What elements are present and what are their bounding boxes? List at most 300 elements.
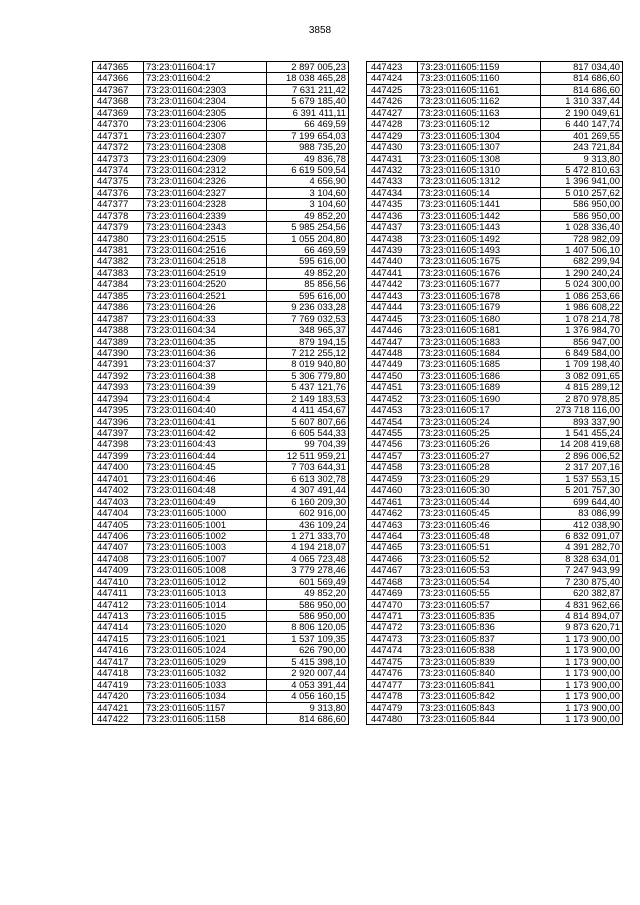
parcel-id-cell: 447395 bbox=[93, 405, 144, 416]
table-row bbox=[93, 347, 349, 358]
table-row bbox=[367, 302, 623, 313]
cadastral-number-cell: 73:23:011605:28 bbox=[418, 462, 541, 473]
amount-cell: 243 721,84 bbox=[541, 142, 623, 153]
table-row bbox=[367, 416, 623, 427]
cadastral-number-cell: 73:23:011604:2519 bbox=[144, 267, 267, 278]
amount-cell: 348 965,37 bbox=[267, 325, 349, 336]
amount-cell: 1 028 336,40 bbox=[541, 222, 623, 233]
parcel-id-cell: 447470 bbox=[367, 599, 418, 610]
amount-cell: 4 815 289,12 bbox=[541, 382, 623, 393]
cadastral-number-cell: 73:23:011605:1675 bbox=[418, 256, 541, 267]
table-row bbox=[93, 485, 349, 496]
cadastral-number-cell: 73:23:011604:38 bbox=[144, 370, 267, 381]
parcel-id-cell: 447443 bbox=[367, 290, 418, 301]
cadastral-number-cell: 73:23:011604:33 bbox=[144, 313, 267, 324]
table-row bbox=[93, 508, 349, 519]
table-row bbox=[367, 267, 623, 278]
cadastral-number-cell: 73:23:011605:1679 bbox=[418, 302, 541, 313]
amount-cell: 5 437 121,76 bbox=[267, 382, 349, 393]
amount-cell: 1 537 109,35 bbox=[267, 633, 349, 644]
table-row bbox=[367, 130, 623, 141]
table-row bbox=[93, 656, 349, 667]
cadastral-number-cell: 73:23:011605:1163 bbox=[418, 107, 541, 118]
amount-cell: 595 616,00 bbox=[267, 290, 349, 301]
parcel-id-cell: 447420 bbox=[93, 691, 144, 702]
table-row bbox=[367, 290, 623, 301]
table-row bbox=[93, 622, 349, 633]
parcel-id-cell: 447430 bbox=[367, 142, 418, 153]
amount-cell: 814 686,60 bbox=[267, 713, 349, 724]
parcel-id-cell: 447450 bbox=[367, 370, 418, 381]
cadastral-number-cell: 73:23:011605:14 bbox=[418, 187, 541, 198]
table-row bbox=[93, 530, 349, 541]
parcel-id-cell: 447474 bbox=[367, 645, 418, 656]
cadastral-number-cell: 73:23:011604:2343 bbox=[144, 222, 267, 233]
cadastral-number-cell: 73:23:011604:2309 bbox=[144, 153, 267, 164]
amount-cell: 49 852,20 bbox=[267, 588, 349, 599]
parcel-id-cell: 447426 bbox=[367, 96, 418, 107]
amount-cell: 6 619 509,54 bbox=[267, 164, 349, 175]
amount-cell: 6 391 411,11 bbox=[267, 107, 349, 118]
cadastral-number-cell: 73:23:011605:1013 bbox=[144, 588, 267, 599]
parcel-id-cell: 447378 bbox=[93, 210, 144, 221]
table-row bbox=[93, 645, 349, 656]
table-row bbox=[93, 405, 349, 416]
parcel-id-cell: 447394 bbox=[93, 393, 144, 404]
cadastral-number-cell: 73:23:011604:2515 bbox=[144, 233, 267, 244]
cadastral-number-cell: 73:23:011605:1689 bbox=[418, 382, 541, 393]
parcel-id-cell: 447417 bbox=[93, 656, 144, 667]
cadastral-number-cell: 73:23:011605:46 bbox=[418, 519, 541, 530]
amount-cell: 3 104,60 bbox=[267, 199, 349, 210]
parcel-id-cell: 447467 bbox=[367, 565, 418, 576]
parcel-id-cell: 447432 bbox=[367, 164, 418, 175]
cadastral-number-cell: 73:23:011605:1029 bbox=[144, 656, 267, 667]
amount-cell: 5 201 757,30 bbox=[541, 485, 623, 496]
cadastral-number-cell: 73:23:011605:53 bbox=[418, 565, 541, 576]
cadastral-number-cell: 73:23:011605:837 bbox=[418, 633, 541, 644]
table-row bbox=[367, 633, 623, 644]
table-row bbox=[367, 508, 623, 519]
amount-cell: 7 230 875,40 bbox=[541, 576, 623, 587]
cadastral-number-cell: 73:23:011605:1157 bbox=[144, 702, 267, 713]
parcel-id-cell: 447392 bbox=[93, 370, 144, 381]
cadastral-number-cell: 73:23:011604:2304 bbox=[144, 96, 267, 107]
table-row bbox=[93, 359, 349, 370]
amount-cell: 1 173 900,00 bbox=[541, 702, 623, 713]
table-row bbox=[93, 245, 349, 256]
parcel-id-cell: 447429 bbox=[367, 130, 418, 141]
parcel-id-cell: 447452 bbox=[367, 393, 418, 404]
table-row bbox=[93, 302, 349, 313]
amount-cell: 2 317 207,16 bbox=[541, 462, 623, 473]
cadastral-number-cell: 73:23:011605:1032 bbox=[144, 668, 267, 679]
amount-cell: 66 469,59 bbox=[267, 245, 349, 256]
cadastral-number-cell: 73:23:011605:1677 bbox=[418, 279, 541, 290]
parcel-id-cell: 447398 bbox=[93, 439, 144, 450]
amount-cell: 1 310 337,44 bbox=[541, 96, 623, 107]
table-row bbox=[93, 233, 349, 244]
amount-cell: 3 779 278,46 bbox=[267, 565, 349, 576]
table-row bbox=[93, 187, 349, 198]
cadastral-number-cell: 73:23:011604:2305 bbox=[144, 107, 267, 118]
amount-cell: 49 852,20 bbox=[267, 210, 349, 221]
amount-cell: 4 065 723,48 bbox=[267, 553, 349, 564]
parcel-id-cell: 447384 bbox=[93, 279, 144, 290]
cadastral-number-cell: 73:23:011605:1002 bbox=[144, 530, 267, 541]
table-row bbox=[367, 679, 623, 690]
table-row bbox=[93, 462, 349, 473]
parcel-id-cell: 447464 bbox=[367, 530, 418, 541]
cadastral-number-cell: 73:23:011604:2516 bbox=[144, 245, 267, 256]
amount-cell: 4 194 218,07 bbox=[267, 542, 349, 553]
parcel-id-cell: 447401 bbox=[93, 473, 144, 484]
amount-cell: 1 173 900,00 bbox=[541, 668, 623, 679]
cadastral-number-cell: 73:23:011605:1307 bbox=[418, 142, 541, 153]
register-table-right-body bbox=[367, 62, 623, 725]
parcel-id-cell: 447473 bbox=[367, 633, 418, 644]
cadastral-number-cell: 73:23:011604:2308 bbox=[144, 142, 267, 153]
parcel-id-cell: 447366 bbox=[93, 73, 144, 84]
parcel-id-cell: 447437 bbox=[367, 222, 418, 233]
amount-cell: 85 856,56 bbox=[267, 279, 349, 290]
parcel-id-cell: 447374 bbox=[93, 164, 144, 175]
parcel-id-cell: 447463 bbox=[367, 519, 418, 530]
table-row bbox=[93, 519, 349, 530]
page-number: 3858 bbox=[308, 25, 332, 36]
amount-cell: 1 986 608,22 bbox=[541, 302, 623, 313]
amount-cell: 586 950,00 bbox=[541, 199, 623, 210]
cadastral-number-cell: 73:23:011604:37 bbox=[144, 359, 267, 370]
amount-cell: 1 537 553,15 bbox=[541, 473, 623, 484]
amount-cell: 1 173 900,00 bbox=[541, 633, 623, 644]
parcel-id-cell: 447388 bbox=[93, 325, 144, 336]
parcel-id-cell: 447405 bbox=[93, 519, 144, 530]
amount-cell: 12 511 959,21 bbox=[267, 450, 349, 461]
cadastral-number-cell: 73:23:011605:1000 bbox=[144, 508, 267, 519]
table-row bbox=[367, 713, 623, 724]
parcel-id-cell: 447451 bbox=[367, 382, 418, 393]
parcel-id-cell: 447475 bbox=[367, 656, 418, 667]
amount-cell: 4 411 454,67 bbox=[267, 405, 349, 416]
parcel-id-cell: 447365 bbox=[93, 62, 144, 73]
cadastral-number-cell: 73:23:011605:1493 bbox=[418, 245, 541, 256]
amount-cell: 436 109,24 bbox=[267, 519, 349, 530]
table-row bbox=[93, 439, 349, 450]
cadastral-number-cell: 73:23:011604:4 bbox=[144, 393, 267, 404]
cadastral-number-cell: 73:23:011604:2521 bbox=[144, 290, 267, 301]
table-row bbox=[367, 519, 623, 530]
table-row bbox=[367, 473, 623, 484]
table-row bbox=[93, 496, 349, 507]
table-row bbox=[367, 279, 623, 290]
table-row bbox=[93, 702, 349, 713]
parcel-id-cell: 447379 bbox=[93, 222, 144, 233]
cadastral-number-cell: 73:23:011604:17 bbox=[144, 62, 267, 73]
parcel-id-cell: 447400 bbox=[93, 462, 144, 473]
parcel-id-cell: 447428 bbox=[367, 119, 418, 130]
amount-cell: 3 082 091,65 bbox=[541, 370, 623, 381]
cadastral-number-cell: 73:23:011605:1001 bbox=[144, 519, 267, 530]
amount-cell: 602 916,00 bbox=[267, 508, 349, 519]
cadastral-number-cell: 73:23:011604:35 bbox=[144, 336, 267, 347]
amount-cell: 9 313,80 bbox=[541, 153, 623, 164]
table-row bbox=[93, 565, 349, 576]
amount-cell: 699 644,40 bbox=[541, 496, 623, 507]
cadastral-number-cell: 73:23:011605:12 bbox=[418, 119, 541, 130]
parcel-id-cell: 447369 bbox=[93, 107, 144, 118]
table-row bbox=[367, 496, 623, 507]
amount-cell: 9 236 033,28 bbox=[267, 302, 349, 313]
table-row bbox=[367, 599, 623, 610]
parcel-id-cell: 447453 bbox=[367, 405, 418, 416]
table-row bbox=[367, 565, 623, 576]
table-row bbox=[367, 256, 623, 267]
amount-cell: 9 873 620,71 bbox=[541, 622, 623, 633]
cadastral-number-cell: 73:23:011605:17 bbox=[418, 405, 541, 416]
parcel-id-cell: 447402 bbox=[93, 485, 144, 496]
cadastral-number-cell: 73:23:011605:1492 bbox=[418, 233, 541, 244]
amount-cell: 2 190 049,61 bbox=[541, 107, 623, 118]
parcel-id-cell: 447408 bbox=[93, 553, 144, 564]
cadastral-number-cell: 73:23:011604:2326 bbox=[144, 176, 267, 187]
amount-cell: 49 852,20 bbox=[267, 267, 349, 278]
cadastral-number-cell: 73:23:011604:2339 bbox=[144, 210, 267, 221]
table-row bbox=[367, 84, 623, 95]
amount-cell: 5 472 810,63 bbox=[541, 164, 623, 175]
parcel-id-cell: 447413 bbox=[93, 611, 144, 622]
cadastral-number-cell: 73:23:011605:1676 bbox=[418, 267, 541, 278]
cadastral-number-cell: 73:23:011604:26 bbox=[144, 302, 267, 313]
table-row bbox=[93, 256, 349, 267]
amount-cell: 273 718 116,00 bbox=[541, 405, 623, 416]
register-table-right bbox=[366, 61, 623, 725]
cadastral-number-cell: 73:23:011605:27 bbox=[418, 450, 541, 461]
table-row bbox=[93, 450, 349, 461]
parcel-id-cell: 447411 bbox=[93, 588, 144, 599]
table-row bbox=[367, 142, 623, 153]
parcel-id-cell: 447441 bbox=[367, 267, 418, 278]
amount-cell: 1 541 455,24 bbox=[541, 428, 623, 439]
amount-cell: 893 337,90 bbox=[541, 416, 623, 427]
amount-cell: 4 814 894,07 bbox=[541, 611, 623, 622]
cadastral-number-cell: 73:23:011604:46 bbox=[144, 473, 267, 484]
table-row bbox=[93, 542, 349, 553]
parcel-id-cell: 447382 bbox=[93, 256, 144, 267]
cadastral-number-cell: 73:23:011605:1678 bbox=[418, 290, 541, 301]
parcel-id-cell: 447407 bbox=[93, 542, 144, 553]
parcel-id-cell: 447373 bbox=[93, 153, 144, 164]
table-row bbox=[367, 542, 623, 553]
parcel-id-cell: 447419 bbox=[93, 679, 144, 690]
table-row bbox=[367, 553, 623, 564]
table-row bbox=[367, 73, 623, 84]
cadastral-number-cell: 73:23:011605:1161 bbox=[418, 84, 541, 95]
parcel-id-cell: 447449 bbox=[367, 359, 418, 370]
table-row bbox=[367, 645, 623, 656]
parcel-id-cell: 447458 bbox=[367, 462, 418, 473]
amount-cell: 5 985 254,56 bbox=[267, 222, 349, 233]
parcel-id-cell: 447477 bbox=[367, 679, 418, 690]
amount-cell: 586 950,00 bbox=[267, 611, 349, 622]
cadastral-number-cell: 73:23:011604:2306 bbox=[144, 119, 267, 130]
cadastral-number-cell: 73:23:011604:41 bbox=[144, 416, 267, 427]
amount-cell: 7 769 032,53 bbox=[267, 313, 349, 324]
cadastral-number-cell: 73:23:011605:844 bbox=[418, 713, 541, 724]
parcel-id-cell: 447412 bbox=[93, 599, 144, 610]
parcel-id-cell: 447446 bbox=[367, 325, 418, 336]
table-row bbox=[93, 164, 349, 175]
table-row bbox=[367, 370, 623, 381]
cadastral-number-cell: 73:23:011604:2328 bbox=[144, 199, 267, 210]
parcel-id-cell: 447462 bbox=[367, 508, 418, 519]
parcel-id-cell: 447421 bbox=[93, 702, 144, 713]
cadastral-number-cell: 73:23:011605:1007 bbox=[144, 553, 267, 564]
amount-cell: 5 306 779,80 bbox=[267, 370, 349, 381]
amount-cell: 5 024 300,00 bbox=[541, 279, 623, 290]
table-row bbox=[367, 622, 623, 633]
parcel-id-cell: 447375 bbox=[93, 176, 144, 187]
table-row bbox=[93, 119, 349, 130]
cadastral-number-cell: 73:23:011605:55 bbox=[418, 588, 541, 599]
amount-cell: 586 950,00 bbox=[541, 210, 623, 221]
cadastral-number-cell: 73:23:011605:1014 bbox=[144, 599, 267, 610]
amount-cell: 99 704,39 bbox=[267, 439, 349, 450]
amount-cell: 595 616,00 bbox=[267, 256, 349, 267]
cadastral-number-cell: 73:23:011604:44 bbox=[144, 450, 267, 461]
cadastral-number-cell: 73:23:011605:1020 bbox=[144, 622, 267, 633]
table-row bbox=[93, 370, 349, 381]
amount-cell: 6 160 209,30 bbox=[267, 496, 349, 507]
cadastral-number-cell: 73:23:011604:2 bbox=[144, 73, 267, 84]
table-row bbox=[93, 416, 349, 427]
amount-cell: 2 870 978,85 bbox=[541, 393, 623, 404]
cadastral-number-cell: 73:23:011605:1159 bbox=[418, 62, 541, 73]
parcel-id-cell: 447435 bbox=[367, 199, 418, 210]
table-row bbox=[93, 62, 349, 73]
parcel-id-cell: 447448 bbox=[367, 347, 418, 358]
parcel-id-cell: 447472 bbox=[367, 622, 418, 633]
amount-cell: 6 849 584,00 bbox=[541, 347, 623, 358]
amount-cell: 5 607 807,66 bbox=[267, 416, 349, 427]
amount-cell: 18 038 465,28 bbox=[267, 73, 349, 84]
table-row bbox=[367, 382, 623, 393]
cadastral-number-cell: 73:23:011604:2312 bbox=[144, 164, 267, 175]
parcel-id-cell: 447396 bbox=[93, 416, 144, 427]
table-row bbox=[93, 679, 349, 690]
parcel-id-cell: 447480 bbox=[367, 713, 418, 724]
parcel-id-cell: 447418 bbox=[93, 668, 144, 679]
amount-cell: 7 631 211,42 bbox=[267, 84, 349, 95]
cadastral-number-cell: 73:23:011605:842 bbox=[418, 691, 541, 702]
parcel-id-cell: 447439 bbox=[367, 245, 418, 256]
amount-cell: 988 735,20 bbox=[267, 142, 349, 153]
table-row bbox=[367, 668, 623, 679]
amount-cell: 7 212 255,12 bbox=[267, 347, 349, 358]
cadastral-number-cell: 73:23:011605:1033 bbox=[144, 679, 267, 690]
amount-cell: 728 982,09 bbox=[541, 233, 623, 244]
parcel-id-cell: 447434 bbox=[367, 187, 418, 198]
amount-cell: 2 896 006,52 bbox=[541, 450, 623, 461]
parcel-id-cell: 447431 bbox=[367, 153, 418, 164]
cadastral-number-cell: 73:23:011605:835 bbox=[418, 611, 541, 622]
amount-cell: 1 396 941,00 bbox=[541, 176, 623, 187]
parcel-id-cell: 447436 bbox=[367, 210, 418, 221]
amount-cell: 1 055 204,80 bbox=[267, 233, 349, 244]
amount-cell: 2 897 005,23 bbox=[267, 62, 349, 73]
parcel-id-cell: 447457 bbox=[367, 450, 418, 461]
cadastral-number-cell: 73:23:011604:42 bbox=[144, 428, 267, 439]
cadastral-number-cell: 73:23:011604:45 bbox=[144, 462, 267, 473]
parcel-id-cell: 447447 bbox=[367, 336, 418, 347]
parcel-id-cell: 447460 bbox=[367, 485, 418, 496]
cadastral-number-cell: 73:23:011605:1442 bbox=[418, 210, 541, 221]
parcel-id-cell: 447371 bbox=[93, 130, 144, 141]
amount-cell: 601 569,49 bbox=[267, 576, 349, 587]
cadastral-number-cell: 73:23:011605:45 bbox=[418, 508, 541, 519]
table-row bbox=[367, 164, 623, 175]
amount-cell: 6 605 544,33 bbox=[267, 428, 349, 439]
amount-cell: 1 173 900,00 bbox=[541, 645, 623, 656]
amount-cell: 5 679 185,40 bbox=[267, 96, 349, 107]
table-row bbox=[367, 107, 623, 118]
cadastral-number-cell: 73:23:011605:1024 bbox=[144, 645, 267, 656]
cadastral-number-cell: 73:23:011605:840 bbox=[418, 668, 541, 679]
cadastral-number-cell: 73:23:011605:1162 bbox=[418, 96, 541, 107]
cadastral-number-cell: 73:23:011604:48 bbox=[144, 485, 267, 496]
parcel-id-cell: 447393 bbox=[93, 382, 144, 393]
amount-cell: 4 656,90 bbox=[267, 176, 349, 187]
parcel-id-cell: 447440 bbox=[367, 256, 418, 267]
amount-cell: 1 290 240,24 bbox=[541, 267, 623, 278]
table-row bbox=[93, 691, 349, 702]
cadastral-number-cell: 73:23:011605:1684 bbox=[418, 347, 541, 358]
amount-cell: 1 709 198,40 bbox=[541, 359, 623, 370]
amount-cell: 879 194,15 bbox=[267, 336, 349, 347]
amount-cell: 9 313,80 bbox=[267, 702, 349, 713]
cadastral-number-cell: 73:23:011605:1034 bbox=[144, 691, 267, 702]
table-row bbox=[93, 199, 349, 210]
table-row bbox=[93, 393, 349, 404]
cadastral-number-cell: 73:23:011605:25 bbox=[418, 428, 541, 439]
table-row bbox=[367, 428, 623, 439]
cadastral-number-cell: 73:23:011605:48 bbox=[418, 530, 541, 541]
table-row bbox=[367, 222, 623, 233]
amount-cell: 66 469,59 bbox=[267, 119, 349, 130]
cadastral-number-cell: 73:23:011605:30 bbox=[418, 485, 541, 496]
cadastral-number-cell: 73:23:011604:43 bbox=[144, 439, 267, 450]
parcel-id-cell: 447476 bbox=[367, 668, 418, 679]
cadastral-number-cell: 73:23:011605:1680 bbox=[418, 313, 541, 324]
cadastral-number-cell: 73:23:011605:1312 bbox=[418, 176, 541, 187]
cadastral-number-cell: 73:23:011604:36 bbox=[144, 347, 267, 358]
parcel-id-cell: 447427 bbox=[367, 107, 418, 118]
parcel-id-cell: 447410 bbox=[93, 576, 144, 587]
cadastral-number-cell: 73:23:011605:1310 bbox=[418, 164, 541, 175]
table-row bbox=[93, 96, 349, 107]
table-row bbox=[367, 691, 623, 702]
amount-cell: 814 686,60 bbox=[541, 84, 623, 95]
amount-cell: 1 078 214,78 bbox=[541, 313, 623, 324]
amount-cell: 5 415 398,10 bbox=[267, 656, 349, 667]
amount-cell: 586 950,00 bbox=[267, 599, 349, 610]
parcel-id-cell: 447415 bbox=[93, 633, 144, 644]
amount-cell: 401 269,55 bbox=[541, 130, 623, 141]
table-row bbox=[367, 485, 623, 496]
parcel-id-cell: 447454 bbox=[367, 416, 418, 427]
cadastral-number-cell: 73:23:011605:1003 bbox=[144, 542, 267, 553]
cadastral-number-cell: 73:23:011605:1308 bbox=[418, 153, 541, 164]
